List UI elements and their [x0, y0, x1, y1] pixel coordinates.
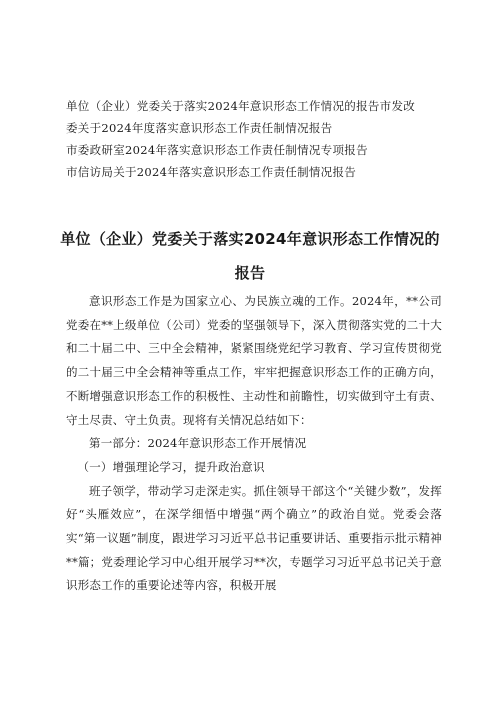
section1-heading: （一）增强理论学习，提升政治意识	[77, 459, 265, 474]
document-title-line-1: 单位（企业）党委关于落实2024年意识形态工作情况的	[60, 230, 440, 248]
toc-item-1[interactable]: 单位（企业）党委关于落实2024年意识形态工作情况的报告市发改 委关于2024年度落实意识形态工作责任制情况报告	[66, 99, 416, 135]
document-title	[40, 222, 460, 290]
table-of-contents	[66, 95, 446, 183]
document-body	[66, 290, 442, 598]
intro-paragraph: 意识形态工作是为国家立心、为民族立魂的工作。2024年，**公司党委在**上级单位（公司）党委的坚强领导下，深入贯彻落实党的二十大和二十届二中、三中全会精神，紧紧围绕党纪学习教育、学习宣传贯彻党的二十届三中全会精神等重点工作，牢牢把握意识形态工作的正确方向，不断增强意识形态工作的积极性、主动性和前瞻性，切实做到守土有责、守土尽责、守土负责。现将有关情况总结如下：	[66, 294, 442, 427]
section1-paragraph: 班子领学，带动学习走深走实。抓住领导干部这个“关键少数”，发挥好“头雁效应”，在深学细悟中增强“两个确立”的政治自觉。党委会落实“第一议题”制度，跟进学习习近平总书记重要讲话、重要指示批示精神**篇；党委理论学习中心组开展学习**次，专题学习习近平总书记关于意识形态工作的重要论述等内容，积极开展	[66, 483, 442, 593]
part1-heading: 第一部分：2024年意识形态工作开展情况	[89, 436, 307, 451]
toc-item-2[interactable]: 市委政研室2024年落实意识形态工作责任制情况专项报告	[66, 143, 368, 157]
document-title-line-2: 报告	[234, 264, 266, 282]
toc-item-3[interactable]: 市信访局关于2024年落实意识形态工作责任制情况报告	[66, 165, 357, 179]
